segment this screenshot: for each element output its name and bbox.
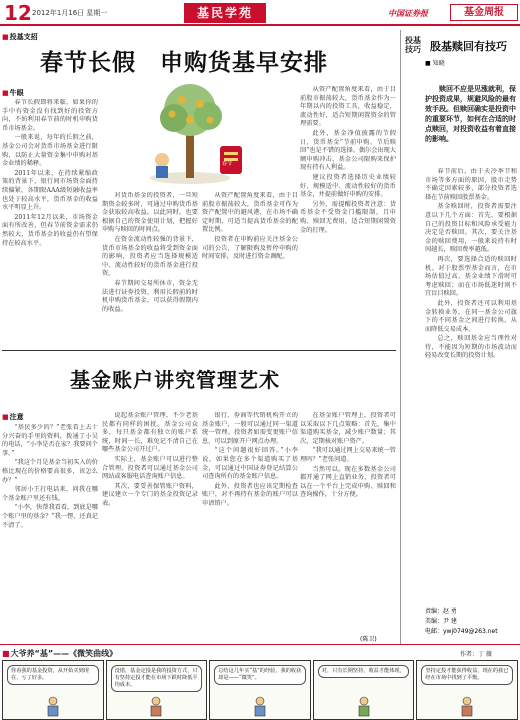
paragraph: “我这个月是基金当初买入的价格比现在的价格要高很多，该怎么办？”	[2, 459, 98, 484]
page-number: 12	[4, 1, 32, 25]
paragraph: 从资产配置角度来看，由于目前股市振荡较大，货币基金作为一年期以内的投资工具，收益稳定，流动性好，适合短期闲置资金的管理需要。	[300, 86, 396, 128]
sidebar-lead: 赎回不应是见涨就利，保护投资成果，规避风险的最有效手段。但赎回确实是投资中的重要环节，如何在合适的时点赎回，对投资收益有着直接的影响。	[425, 85, 516, 143]
sidebar-body	[425, 168, 517, 598]
issue-date: 2012年1月16日 星期一	[32, 9, 108, 17]
sidebar-author: ■ 知晓	[425, 60, 445, 67]
paragraph: 在资金流动性较强的背景下，货币市场基金的收益将受到资金面的影响，投资者应当选择规模适中、流动性较好的货币基金进行投资。	[102, 235, 198, 278]
article1-col3	[202, 192, 298, 346]
article2-col3	[202, 412, 298, 638]
sidebar-title: 股基赎回有技巧	[430, 40, 507, 53]
speech-bubble: 坚持定投才能获得收益，现在的我已经在市场中找到了平衡。	[421, 665, 513, 685]
comic-panel	[313, 660, 415, 720]
column-tag-bull: ■ 牛眼	[2, 88, 24, 98]
paragraph: 对货币基金的投资者，一旦短期资金较多时，可通过申购货币基金获取较高收益。以此同时，也要根据自己的资金使用计划，把握好申购与赎回的时间点。	[102, 192, 198, 234]
paragraph: 春节长假即将来临，如果你的手中有资金没有找到好的投资方向，不妨利用春节前的时机申购货币市场基金。	[2, 99, 98, 132]
comic-title: ■ 大爷养“基”——《微笑曲线》	[2, 648, 117, 659]
paragraph: 实际上，基金账户可以进行整合管理。投资者可以通过基金公司网站或客服电话查询账户信息。	[102, 455, 198, 481]
paragraph: “小李，快帮我看看，到底是哪个账户里的基金？”我一愣，还真记不清了。	[2, 504, 98, 529]
paragraph: 当然可以。现在多数基金公司都开通了网上直销业务，投资者可以在一个平台上完成申购、赎回和查询操作，十分方便。	[300, 465, 396, 499]
person-icon	[145, 695, 167, 717]
weekly-badge: 基金周报	[450, 4, 518, 21]
paragraph: 总之，赎回基金应当理性对待，不能因为短期的市场波动而轻易改变长期的投资计划。	[425, 335, 517, 360]
comic-author: 作者：丁 薇	[460, 651, 492, 658]
speech-bubble: 没错，基金定投是我的投资方式，只有坚持定投才能在市场下跌时降低平均成本。	[111, 665, 203, 692]
column-tag-tips: ■ 投基支招	[2, 32, 38, 42]
paragraph: 说起基金账户管理，不少老基民都有同样的困扰。基金公司众多，每只基金都有独立的账户系统，时间一长，难免记不清自己在哪些基金公司开过户。	[102, 412, 198, 454]
paragraph: 2011年12月以来，市场资金面有所改善，但春节前资金需求仍然较大，货币基金的收益仍有望保持在较高水平。	[2, 213, 98, 247]
paragraph: 春节期间交易所休市，资金无法进行证券投资，利用长假前的时机申购货币基金，可以获得假期内的收益。	[102, 279, 198, 313]
column-tag-rookie: ■ 注意	[2, 412, 24, 422]
responsible-editor: 责编：赵 勇	[425, 608, 457, 615]
article1-headline: 春节长假 申购货基早安排	[40, 50, 328, 76]
paragraph: 建议投资者选择历史业绩较好、规模适中、流动性较好的货币基金，并提前做好申购的安排。	[300, 173, 396, 199]
speech-bubble: 总结这几年买“基”的经验，我的收获却是——“微笑”。	[214, 665, 306, 685]
speech-bubble: 对，只有长期坚持，收益才能体现。	[318, 665, 410, 678]
paragraph: “这个问题很好回答。”小李说，如果您在多个渠道购买了基金，可以通过中国证券登记结算公司查询所有的基金账户信息。	[202, 447, 298, 481]
person-icon	[42, 695, 64, 717]
paragraph: 其次，要妥善保管账户资料，建议建立一个专门的基金投资记录表。	[102, 482, 198, 507]
comic-panel	[106, 660, 208, 720]
article2-headline: 基金账户讲究管理艺术	[70, 368, 280, 392]
paragraph: 从资产配置角度来看，由于目前股市振荡较大，货币基金可作为资产配置中的避风港，在市场不确定时期，可适当提高货币基金的配置比例。	[202, 192, 298, 234]
article1-col1	[2, 99, 98, 345]
person-icon	[456, 695, 478, 717]
section-divider	[2, 350, 396, 351]
paragraph: 2011年以来，在持续紧缩政策的背景下，银行间市场资金面持续偏紧，各期限AAA级短融收益率也处于较高水平，货币基金的收益水平明显上升。	[2, 169, 98, 212]
paragraph: 基金赎回时，投资者需要注意以下几个方面：首先，要根据自己的投资目标和风险承受能力决定是否赎回。其次，要关注基金的赎回费用，一般来说持有时间越长，赎回费率越低。	[425, 203, 517, 254]
money-fund-illustration	[134, 76, 256, 188]
sidebar-vertical-tab: 投基技巧	[405, 36, 421, 54]
paragraph: 另外，需提醒投资者注意：货币基金不受资金门槛限制，且申购、赎回无费用，适合短期闲置资金的打理。	[300, 200, 396, 234]
comic-divider	[0, 644, 520, 645]
article2-col1	[2, 424, 98, 638]
paragraph: 此外，投资者也应该定期检查账户，对不再持有基金的账户可以申请销户。	[202, 482, 298, 507]
paragraph: 春节前后，由于天冷季节和市场等多方面的原因，股市走势不确定因素较多，部分投资者选择在节前赎回股票基金。	[425, 168, 517, 201]
article1-col2	[102, 192, 198, 346]
illustration-label: 春节	[222, 161, 233, 167]
speech-bubble: 你看我的基金投资，从开始买到现在，亏了好多。	[7, 665, 99, 685]
paragraph: “基民多少的？”老张看上去十分兴奋的手里的资料，拨通了小吴的电话，“小李是否在家？我要问个事。”	[2, 424, 98, 457]
article2-byline: (陈卫)	[360, 636, 377, 643]
comic-panel	[416, 660, 518, 720]
paragraph: 此外，基金净值披露的节假日，货币基金“节前申购、节后赎回”也是不错的选择。偶尔会出现大额申购冲击，基金公司限购来保护现有持有人利益。	[300, 129, 396, 172]
comic-panel	[209, 660, 311, 720]
paragraph: 投资者在申购前应关注基金公司的公告，了解限购及暂停申购的时间安排，及时进行资金调配。	[202, 235, 298, 261]
section-title: 基民学苑	[184, 3, 266, 23]
article2-col2	[102, 412, 198, 638]
article2-col4	[300, 412, 396, 638]
paper-name: 中国证券报	[388, 8, 428, 18]
paragraph: 在基金账户管理上，投资者可以采取以下几点策略：首先，集中渠道购买基金，减少账户数量；其次，定期核对账户资产。	[300, 412, 396, 445]
money-tree-icon	[134, 76, 256, 188]
person-icon	[353, 695, 375, 717]
comic-strip	[2, 660, 518, 720]
page-header	[0, 0, 520, 26]
paragraph: 邻居小王打电话来，问我在哪个基金账户里还有钱。	[2, 486, 98, 502]
article1-col4	[300, 86, 396, 346]
paragraph: 银行、券商等代销机构开立的基金账户，一般可以通过同一渠道统一管理。投资者如需变更账户信息，可以到原开户网点办理。	[202, 412, 298, 445]
paragraph: “我可以通过网上交易来统一管理吗？”老张问道。	[300, 447, 396, 463]
paragraph: 此外，投资者还可以利用基金转换业务，在同一基金公司旗下的不同基金之间进行转换，从而降低交易成本。	[425, 299, 517, 333]
paragraph: 一般来说，每年的长假之前，基金公司会对货币市场基金进行限购，以防止大量资金集中申购对基金业绩的稀释。	[2, 134, 98, 168]
art-editor: 美编：尹 建	[425, 618, 457, 625]
paragraph: 再次，要选择合适的赎回时机。对于股票型基金而言，在市场估值过高、基金业绩下滑时可考虑赎回；而在市场低迷时则不宜盲目赎回。	[425, 255, 517, 298]
comic-panel	[2, 660, 104, 720]
editor-email: 电邮：ywj0749@263.net	[425, 628, 498, 635]
person-icon	[249, 695, 271, 717]
